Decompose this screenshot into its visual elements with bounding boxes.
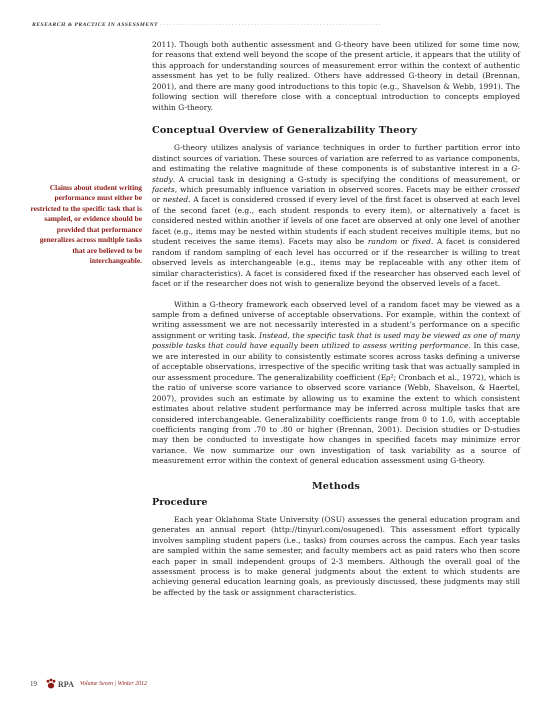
paw-logo-icon (45, 678, 57, 690)
intro-paragraph: 2011). Though both authentic assessment and G-theory have been utilized for some time now, for reasons that extend well beyond the scope of the present article, it appears that the utility of this approach for understanding sources of measurement error within the context of authentic assessment has yet to be fully realized. Others have addressed G-theory in detail (Brennan, 2001), and there are many good introductions to this topic (e.g., Shavelson & Webb, 1991). The following section will therefore close with a conceptual introduction to concepts employed within G-theory. (152, 40, 520, 112)
running-head (32, 22, 522, 28)
paragraph-procedure: Each year Oklahoma State University (OSU) assesses the general education program and generates an annual report (http://tinyurl.com/osugened). This assessment effort typically involves sampling student papers (i.e., tasks) from courses across the campus. Each year tasks are sampled within the same semester, and faculty members act as paid raters who then score each paper in small independent groups of 2-3 members. Although the overall goal of the assessment process is to make general judgments about the extent to which students are achieving general education learning goals, as previously discussed, these judgments may still be affected by the task or assignment characteristics. (152, 514, 520, 597)
section-heading-conceptual: Conceptual Overview of Generalizability Theory (152, 125, 418, 137)
page-footer (30, 676, 147, 692)
paragraph-random-facet: Within a G-theory framework each observed level of a random facet may be viewed as a sample from a defined universe of acceptable observations. For example, within the context of writing assessment we are not necessarily interested in a student’s performance on a specific assignment or writing task. Instead, the specific task that is used may be viewed as one of many possible tasks that could have equally been utilized to assess writing performance. In this case, we are interested in our ability to consistently estimate scores across tasks defining a universe of acceptable observations, irrespective of the specific writing task that was actually sampled in our assessment procedure. The generalizability coefficient (Eρ²; Cronbach et al., 1972), which is the ratio of universe score variance to observed score variance (Webb, Shavelson, & Haertel, 2007), provides such an estimate by allowing us to examine the extent to which consistent estimates about relative student performance may be inferred across multiple tasks that are considered interchangeable. Generalizability coefficients range from 0 to 1.0, with acceptable coefficients ranging from .70 to .80 or higher (Brennan, 2001). Decision studies or D-studies may then be conducted to investigate how changes in specified facets may minimize error variance. We now summarize our own investigation of task variability as a source of measurement error within the context of general education assessment using G-theory. (152, 299, 520, 466)
logo-text: RPA (58, 679, 74, 689)
issue-label: Volume Seven | Winter 2012 (79, 681, 148, 687)
paragraph-gtheory-facets: G-theory utilizes analysis of variance techniques in order to further partition error into distinct sources of variation. These sources of variation are referred to as variance components, and estimating the relative magnitude of these components is of substantive interest in a G-study. A crucial task in designing a G-study is specifying the conditions of measurement, or facets, which presumably influence variation in observed scores. Facets may be either crossed or nested. A facet is considered crossed if every level of the first facet is observed at each level of the second facet (e.g., each student responds to every item), or alternatively a facet is considered nested within another if levels of one facet are observed at only one level of another facet (e.g., items may be nested within students if each student receives multiple items, but no student receives the same items). Facets may also be random or fixed. A facet is considered random if random sampling of each level has occurred or if the researcher is willing to treat observed levels as interchangeable (e.g., items may be replaceable with any other item of similar characteristics). A facet is considered fixed if the researcher has observed each level of facet or if the researcher does not wish to generalize beyond the observed levels of a facet. (152, 143, 521, 289)
article-body (152, 40, 520, 598)
running-head-title: RESEARCH & PRACTICE IN ASSESSMENT (32, 22, 159, 28)
pull-quote: Claims about student writing performance must either be restricted to the specific task that is sampled, or evidence should be provided that performance generalizes across multiple tasks that are believed to be interchangeable. (30, 183, 142, 266)
running-head-dots: ···································································· (159, 22, 382, 28)
page-number: 19 (30, 680, 37, 688)
section-heading-methods: Methods (311, 480, 361, 492)
rpa-logo (45, 678, 74, 690)
subsection-heading-procedure: Procedure (152, 496, 208, 508)
